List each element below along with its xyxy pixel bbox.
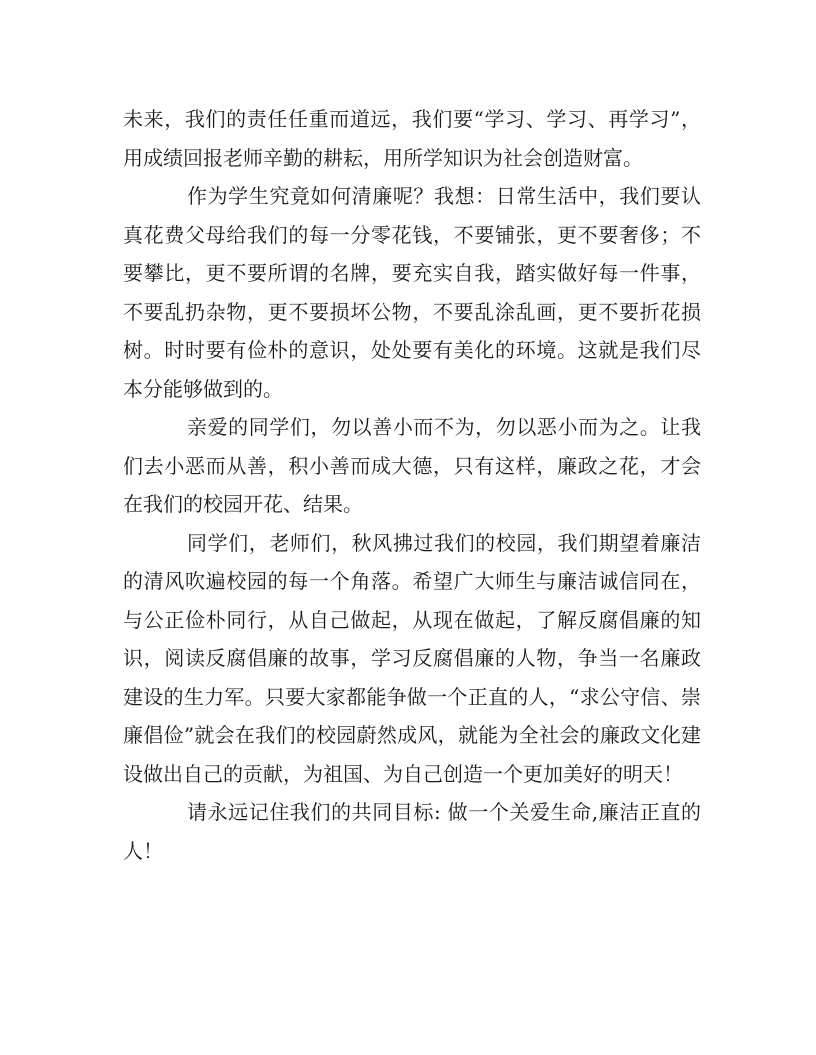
paragraph-2: 作为学生究竟如何清廉呢？我想：日常生活中，我们要认真花费父母给我们的每一分零花钱，不要铺张，更不要奢侈；不要攀比，更不要所谓的名牌，要充实自我，踏实做好每一件事，不要乱扔杂物，更不要损坏公物，不要乱涂乱画，更不要折花损树。时时要有俭朴的意识，处处要有美化的环境。这就是我们尽本分能够做到的。 [123,184,701,401]
paragraph-1: 未来，我们的责任任重而道远，我们要“学习、学习、再学习”，用成绩回报老师辛勤的耕耘，用所学知识为社会创造财富。 [123,107,701,170]
paragraph-5: 请永远记住我们的共同目标: 做一个关爱生命,廉洁正直的人！ [123,800,701,863]
paragraph-3: 亲爱的同学们，勿以善小而不为，勿以恶小而为之。让我们去小恶而从善，积小善而成大德，只有这样，廉政之花，才会在我们的校园开花、结果。 [123,415,701,516]
paragraph-4: 同学们，老师们，秋风拂过我们的校园，我们期望着廉洁的清风吹遍校园的每一个角落。希望广大师生与廉洁诚信同在，与公正俭朴同行，从自己做起，从现在做起，了解反腐倡廉的知识，阅读反腐倡廉的故事，学习反腐倡廉的人物，争当一名廉政建设的生力军。只要大家都能争做一个正直的人，“求公守信、崇廉倡俭”就会在我们的校园蔚然成风，就能为全社会的廉政文化建设做出自己的贡献，为祖国、为自己创造一个更加美好的明天！ [123,530,701,786]
document-body [123,100,701,870]
